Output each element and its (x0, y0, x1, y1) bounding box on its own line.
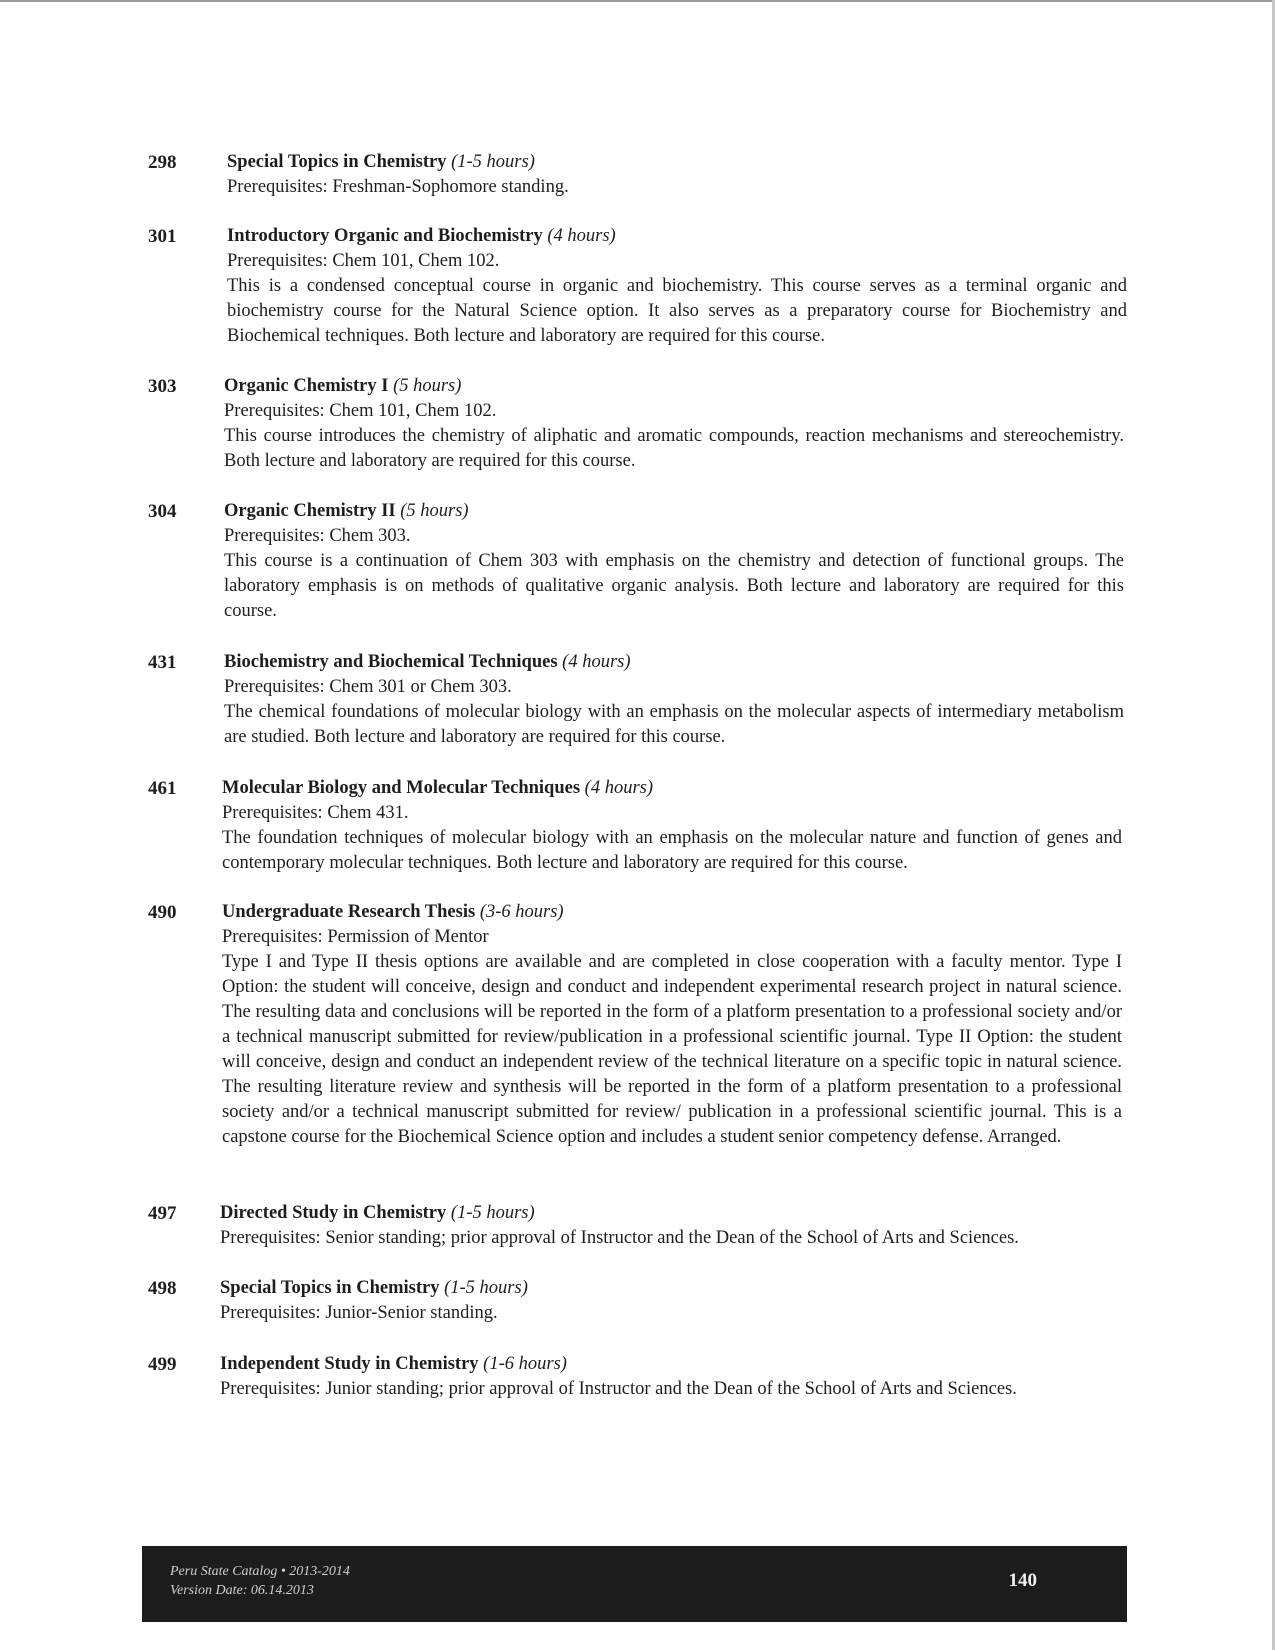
course-hours: (4 hours) (562, 652, 631, 672)
course-body (227, 224, 1127, 349)
course-prerequisites: Prerequisites: Chem 431. (222, 803, 409, 823)
course-hours: (4 hours) (547, 226, 616, 246)
course-title: Independent Study in Chemistry (220, 1354, 479, 1374)
course-prerequisites: Prerequisites: Senior standing; prior approval of Instructor and the Dean of the School of Arts and Sciences. (220, 1228, 1019, 1248)
course-body (224, 374, 1124, 474)
course-hours: (1-5 hours) (444, 1278, 528, 1298)
page-number: 140 (1008, 1570, 1037, 1591)
course-number: 499 (148, 1354, 177, 1375)
course-number: 304 (148, 501, 177, 522)
course-title: Special Topics in Chemistry (227, 152, 447, 172)
course-heading (224, 650, 1124, 675)
course-number: 461 (148, 778, 177, 799)
course-description: This is a condensed conceptual course in organic and biochemistry. This course serves as a terminal organic and biochemistry course for the Natural Science option. It also serves as a preparatory course for Biochemistry and Biochemical techniques. Both lecture and laboratory are required for this course. (227, 276, 1127, 346)
footer-version-date: Version Date: 06.14.2013 (170, 1583, 314, 1598)
course-prerequisites: Prerequisites: Freshman-Sophomore standing. (227, 177, 569, 197)
course-number: 298 (148, 152, 177, 173)
course-prerequisites: Prerequisites: Chem 101, Chem 102. (224, 401, 497, 421)
course-heading (222, 900, 1122, 925)
course-hours: (1-5 hours) (451, 152, 535, 172)
course-hours: (5 hours) (400, 501, 469, 521)
course-body (222, 776, 1122, 876)
course-title: Directed Study in Chemistry (220, 1203, 447, 1223)
course-hours: (5 hours) (393, 376, 462, 396)
course-prerequisites: Prerequisites: Junior standing; prior approval of Instructor and the Dean of the School of Arts and Sciences. (220, 1379, 1017, 1399)
course-hours: (1-5 hours) (450, 1203, 535, 1223)
course-body (220, 1276, 1120, 1326)
course-body (224, 499, 1124, 624)
course-title: Biochemistry and Biochemical Techniques (224, 652, 558, 672)
course-hours: (4 hours) (584, 778, 654, 798)
course-hours: (1-6 hours) (483, 1354, 567, 1374)
course-title: Organic Chemistry II (224, 501, 396, 521)
course-number: 303 (148, 376, 177, 397)
course-heading (227, 224, 1127, 249)
course-description: This course is a continuation of Chem 303 with emphasis on the chemistry and detection of functional groups. The laboratory emphasis is on methods of qualitative organic analysis. Both lecture and laboratory are required for this course. (224, 551, 1124, 621)
course-body (224, 650, 1124, 750)
course-body (220, 1352, 1120, 1402)
course-number: 301 (148, 226, 177, 247)
course-hours: (3-6 hours) (479, 902, 564, 922)
course-prerequisites: Prerequisites: Chem 301 or Chem 303. (224, 677, 512, 697)
course-title: Molecular Biology and Molecular Techniques (222, 778, 581, 798)
course-prerequisites: Prerequisites: Chem 303. (224, 526, 411, 546)
course-body (220, 1201, 1120, 1251)
course-heading (220, 1352, 1120, 1377)
course-title: Special Topics in Chemistry (220, 1278, 440, 1298)
course-prerequisites: Prerequisites: Permission of Mentor (222, 927, 489, 947)
course-title: Organic Chemistry I (224, 376, 389, 396)
course-title: Introductory Organic and Biochemistry (227, 226, 543, 246)
course-description: Type I and Type II thesis options are available and are completed in close cooperation with a faculty mentor. Type I Option: the student will conceive, design and conduct and independent experimental research project in natural science. The resulting data and conclusions will be reported in the form of a platform presentation to a professional society and/or a technical manuscript submitted for review/publication in a professional scientific journal. Type II Option: the student will conceive, design and conduct an independent review of the technical literature on a specific topic in natural science. The resulting literature review and synthesis will be reported in the form of a platform presentation to a professional society and/or a technical manuscript submitted for review/ publication in a professional scientific journal. This is a capstone course for the Biochemical Science option and includes a student senior competency defense. Arranged. (222, 952, 1122, 1147)
course-description: The chemical foundations of molecular biology with an emphasis on the molecular aspects of intermediary metabolism are studied. Both lecture and laboratory are required for this course. (224, 702, 1124, 747)
course-title: Undergraduate Research Thesis (222, 902, 476, 922)
page-footer (142, 1546, 1127, 1622)
course-prerequisites: Prerequisites: Junior-Senior standing. (220, 1303, 498, 1323)
course-number: 497 (148, 1203, 177, 1224)
footer-catalog-info (170, 1562, 350, 1600)
course-heading (224, 499, 1124, 524)
course-heading (220, 1276, 1120, 1301)
course-number: 498 (148, 1278, 177, 1299)
course-number: 431 (148, 652, 177, 673)
course-description: The foundation techniques of molecular biology with an emphasis on the molecular nature and function of genes and contemporary molecular techniques. Both lecture and laboratory are required for this course. (222, 828, 1122, 873)
course-body (222, 900, 1122, 1150)
course-description: This course introduces the chemistry of aliphatic and aromatic compounds, reaction mechanisms and stereochemistry. Both lecture and laboratory are required for this course. (224, 426, 1124, 471)
course-heading (222, 776, 1122, 801)
course-heading (224, 374, 1124, 399)
course-heading (227, 150, 1127, 175)
course-body (227, 150, 1127, 200)
footer-catalog-title: Peru State Catalog • 2013-2014 (170, 1564, 350, 1579)
course-prerequisites: Prerequisites: Chem 101, Chem 102. (227, 251, 500, 271)
course-number: 490 (148, 902, 177, 923)
course-heading (220, 1201, 1120, 1226)
